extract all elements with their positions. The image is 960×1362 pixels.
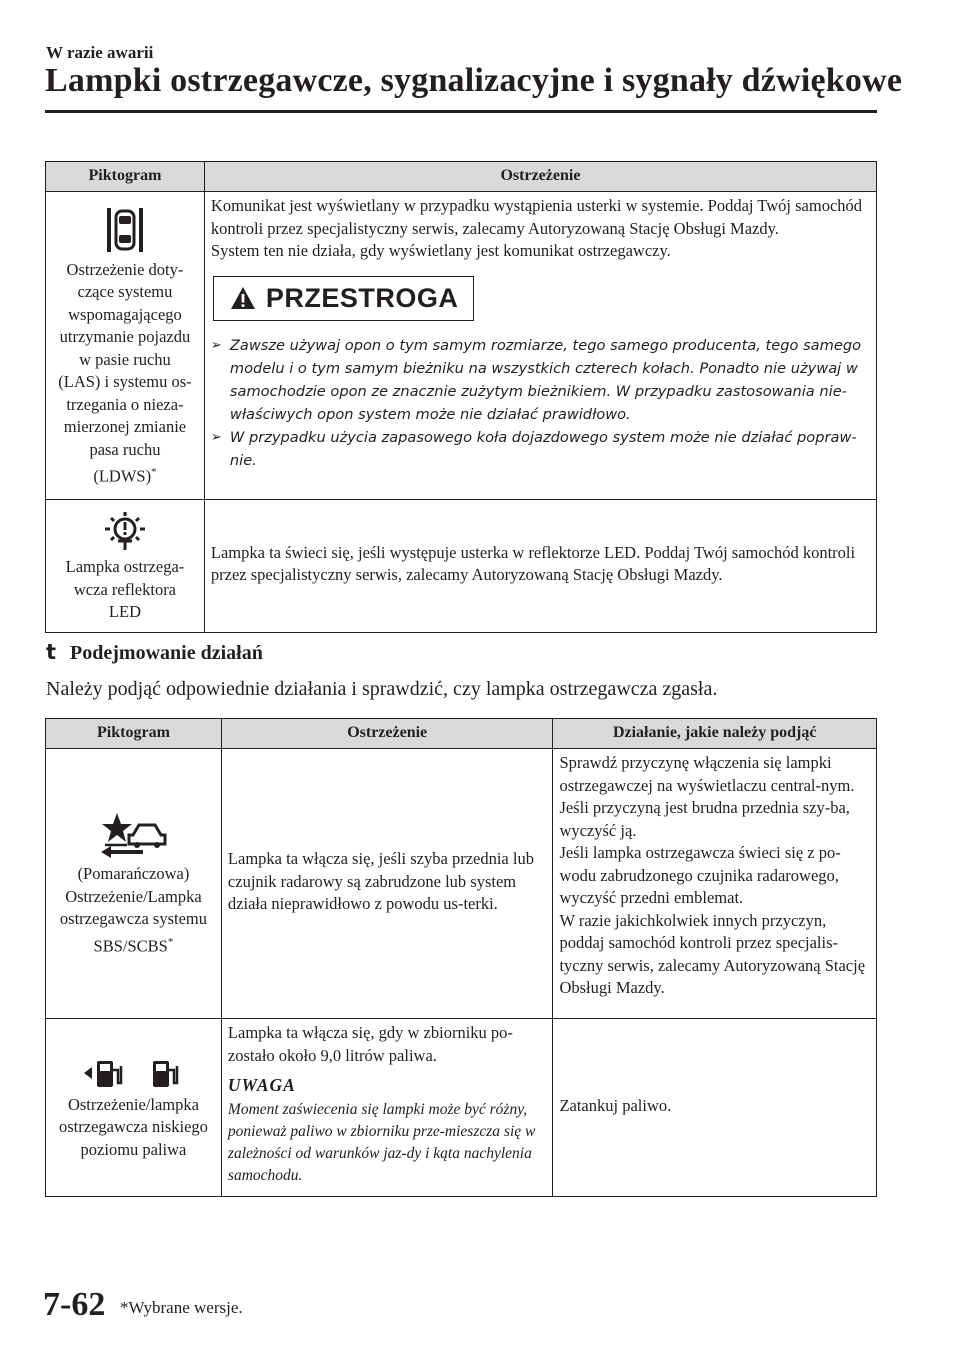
- warning-description: Komunikat jest wyświetlany w przypadku wystąpienia usterki w systemie. Poddaj Twój samochód kontroli przez specjalistyczny serwis, zalecamy Autoryzowaną Stację Obsługi Mazdy. System ten nie działa, gdy wyświetlany jest komunikat ostrzegawczy.: [210, 196, 863, 260]
- section-intro: Należy podjąć odpowiednie działania i sprawdzić, czy lampka ostrzegawcza zgasła.: [46, 678, 718, 700]
- table-row: [46, 192, 877, 500]
- action-description: Sprawdź przyczynę włączenia się lampki ostrzegawczej na wyświetlaczu central-nym. Jeśli przyczyną jest brudna przednia szy-ba, wyczyść ją. Jeśli lampka ostrzegawcza świeci się z po-wodu zabrudzonego czujnika radarowego, wyczyść przedni emblemat. W razie jakichkolwiek innych przyczyn, poddaj samochód kontroli przez specjalis-tyczny serwis, zalecamy Autoryzowaną Stację Obsługi Mazdy.: [559, 753, 866, 997]
- caution-triangle-icon: [230, 286, 256, 310]
- warning-text-cell: [221, 749, 553, 1019]
- pictogram-cell: [46, 749, 222, 1019]
- pictogram-caption: Ostrzeżenie/lampka ostrzegawcza niskiego poziomu paliwa: [59, 1094, 208, 1159]
- caution-item: ➢ W przypadku użycia zapasowego koła dojazdowego system może nie działać popraw-nie.: [211, 426, 870, 472]
- sbs-scbs-warning-icon: [95, 811, 171, 859]
- column-header-warning: Ostrzeżenie: [204, 162, 876, 192]
- warning-table-2: [45, 718, 877, 1197]
- action-description: Zatankuj paliwo.: [559, 1095, 672, 1115]
- warning-text-cell: [221, 1019, 553, 1197]
- warning-description: Lampka ta włącza się, gdy w zbiorniku po-zostało około 9,0 litrów paliwa.: [227, 1023, 513, 1065]
- pictogram-cell: [46, 1019, 222, 1197]
- column-header-warning: Ostrzeżenie: [221, 719, 553, 749]
- pictogram-cell: [46, 500, 205, 633]
- title-divider: [45, 110, 877, 113]
- table-row: [46, 1019, 877, 1197]
- pictogram-caption: Ostrzeżenie doty- czące systemu wspomagającego utrzymanie pojazdu w pasie ruchu (LAS) i systemu os- trzegania o nieza- mierzonej zmianie pasa ruchu (LDWS)*: [58, 259, 192, 486]
- page-title: Lampki ostrzegawcze, sygnalizacyjne i sygnały dźwiękowe: [45, 62, 903, 99]
- table-row: [46, 500, 877, 633]
- caution-label: PRZESTROGA: [265, 282, 459, 313]
- caution-list: [211, 334, 870, 472]
- pictogram-cell: [46, 192, 205, 500]
- warning-text-cell: [204, 500, 876, 633]
- footnote: *Wybrane wersje.: [120, 1298, 243, 1317]
- column-header-pictogram: Piktogram: [46, 719, 222, 749]
- caution-item: ➢ Zawsze używaj opon o tym samym rozmiarze, tego samego producenta, tego samego modelu i o tym samym bieżniku na wszystkich czterech kołach. Ponadto nie używaj w samochodzie opon ze znacznie zużytym bieżnikiem. W przypadku zastosowania nie-właściwych opon system może nie działać prawidłowo.: [211, 334, 870, 426]
- pictogram-caption: (Pomarańczowa) Ostrzeżenie/Lampka ostrzegawcza systemu SBS/SCBS*: [59, 864, 207, 956]
- action-text-cell: [553, 749, 877, 1019]
- arrow-bullet-icon: ➢: [210, 429, 222, 445]
- led-headlight-warning-icon: [100, 510, 150, 552]
- low-fuel-warning-icon: [78, 1056, 188, 1090]
- pictogram-caption: Lampka ostrzega- wcza reflektora LED: [65, 557, 185, 621]
- warning-text-cell: [204, 192, 876, 500]
- warning-description: Lampka ta świeci się, jeśli występuje usterka w reflektorze LED. Poddaj Twój samochód kontroli przez specjalistyczny serwis, zalecamy Autoryzowaną Stację Obsługi Mazdy.: [210, 542, 856, 585]
- table-row: [46, 749, 877, 1019]
- column-header-action: Działanie, jakie należy podjąć: [553, 719, 877, 749]
- section-heading: t Podejmowanie działań: [46, 640, 263, 664]
- page-number: 7-62: [43, 1286, 106, 1323]
- section-marker: t: [46, 640, 57, 664]
- note-text: Moment zaświecenia się lampki może być różny, ponieważ paliwo w zbiorniku prze-mieszcza się w zależności od warunków jaz-dy i kąta nachylenia samochodu.: [227, 1100, 536, 1184]
- table-header-row: [46, 162, 877, 192]
- arrow-bullet-icon: ➢: [210, 337, 222, 353]
- action-text-cell: [553, 1019, 877, 1197]
- warning-description: Lampka ta włącza się, jeśli szyba przednia lub czujnik radarowy są zabrudzone lub system działa nieprawidłowo z powodu us-terki.: [227, 849, 534, 914]
- lane-departure-warning-icon: [105, 205, 145, 255]
- caution-banner: [213, 276, 474, 321]
- note-title: UWAGA: [227, 1075, 296, 1095]
- column-header-pictogram: Piktogram: [46, 162, 205, 192]
- section-label: W razie awarii: [46, 43, 154, 62]
- table-header-row: [46, 719, 877, 749]
- warning-table-1: [45, 161, 877, 633]
